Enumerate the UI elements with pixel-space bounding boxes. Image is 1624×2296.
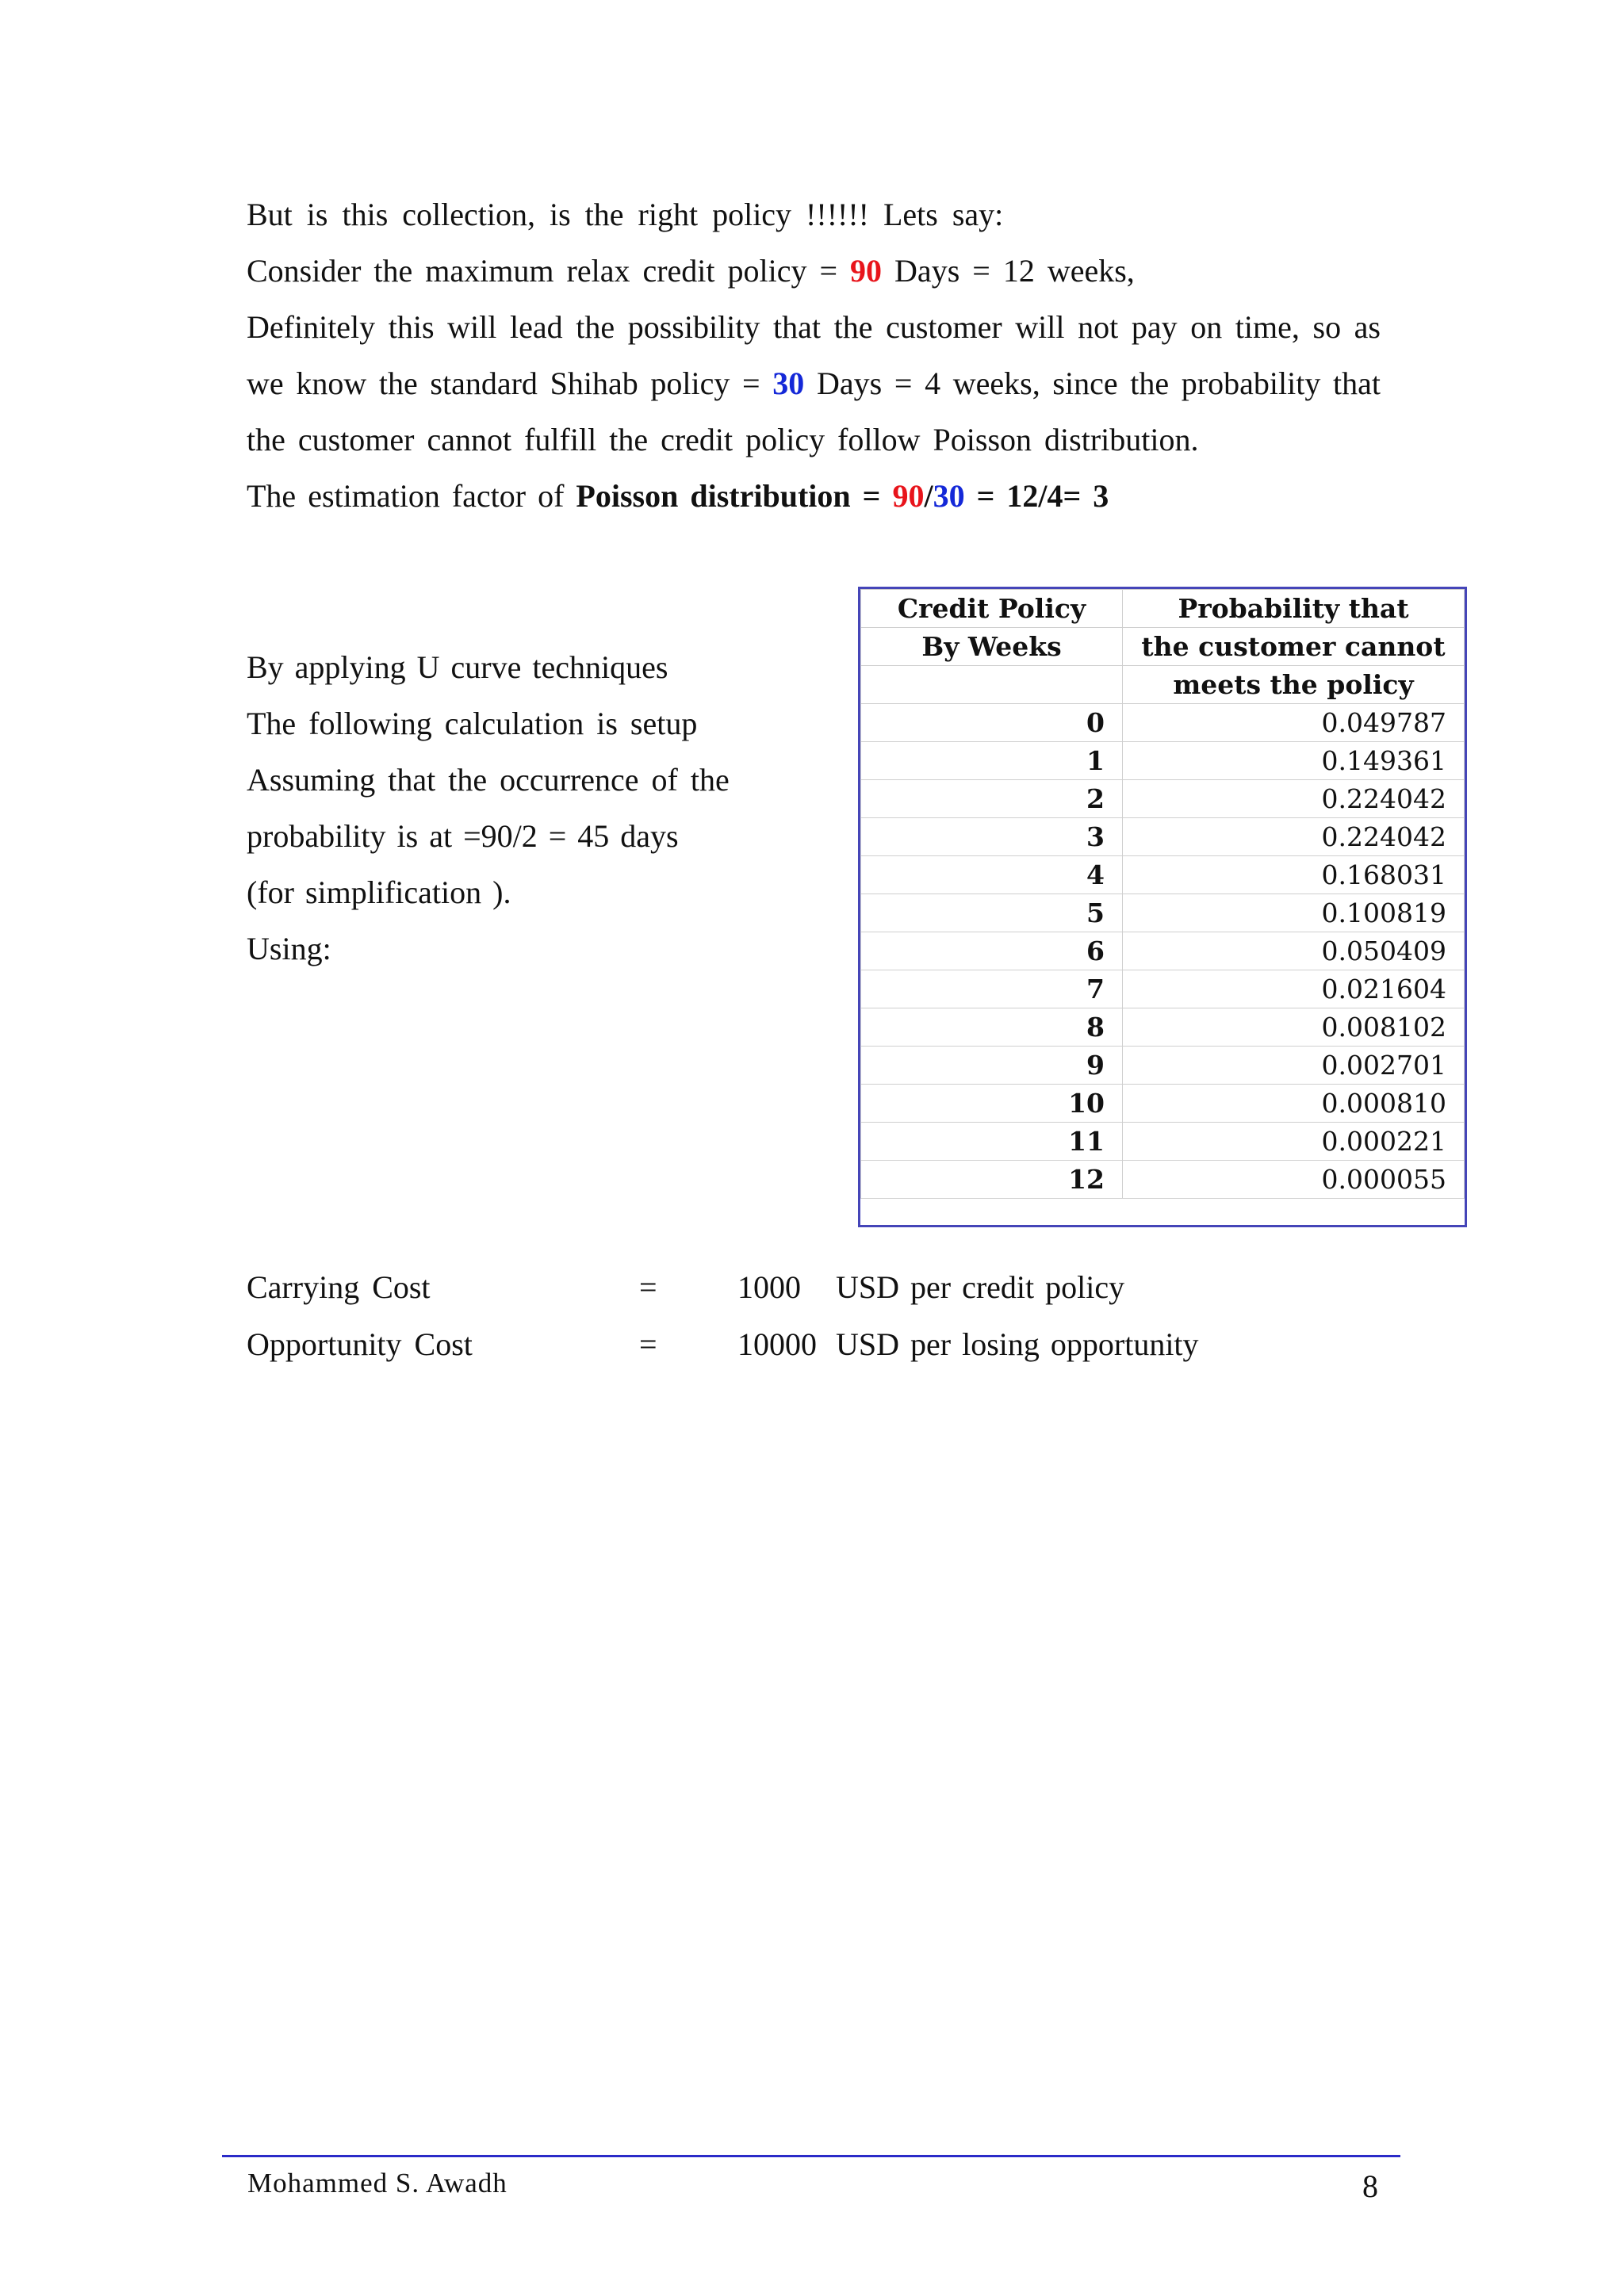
intro-line-3: Definitely this will lead the possibility that the customer will not pay on time, so as [247,309,1381,345]
poisson-probability-table [858,587,1467,1227]
table-row [861,1047,1465,1085]
factor-result: = 12/4= 3 [964,478,1109,514]
left-line-6: Using: [247,931,331,966]
carrying-cost-value: 1000 [737,1269,801,1305]
header-credit-policy: Credit Policy [861,590,1123,628]
intro-line-4-post: Days = 4 weeks, since the probability that [804,365,1381,401]
factor-slash: / [924,478,933,514]
table-row [861,970,1465,1008]
left-line-4: probability is at =90/2 = 45 days [247,818,679,854]
probability-cell: 0.168031 [1123,856,1465,894]
intro-line-1: But is this collection, is the right policy !!!!!! Lets say: [247,197,1004,232]
week-cell: 9 [861,1047,1123,1085]
week-cell: 3 [861,818,1123,856]
header-blank-cell [861,666,1123,704]
left-line-1: By applying U curve techniques [247,649,668,685]
factor-denominator: 30 [933,478,965,514]
relax-policy-days: 90 [850,253,883,289]
footer-author: Mohammed S. Awadh [247,2168,508,2198]
poisson-term: Poisson distribution [576,478,851,514]
week-cell: 10 [861,1085,1123,1123]
table-row [861,932,1465,970]
opportunity-cost-equals: = [639,1326,657,1362]
opportunity-cost-unit: USD per losing opportunity [836,1326,1199,1362]
table-row [861,856,1465,894]
table-row [861,1085,1465,1123]
probability-cell: 0.002701 [1123,1047,1465,1085]
probability-cell: 0.021604 [1123,970,1465,1008]
page-number: 8 [1362,2168,1378,2204]
opportunity-cost-label: Opportunity Cost [247,1326,473,1362]
table-row [861,780,1465,818]
week-cell: 1 [861,742,1123,780]
table-row [861,818,1465,856]
intro-line-5: the customer cannot fulfill the credit policy follow Poisson distribution. [247,422,1199,457]
left-line-2: The following calculation is setup [247,706,698,741]
intro-line-2-post: Days = 12 weeks, [882,253,1135,289]
probability-cell: 0.100819 [1123,894,1465,932]
week-cell: 6 [861,932,1123,970]
probability-cell: 0.050409 [1123,932,1465,970]
left-line-3: Assuming that the occurrence of the [247,762,730,798]
table-row [861,1161,1465,1199]
week-cell: 5 [861,894,1123,932]
table-row [861,894,1465,932]
table-row [861,1123,1465,1161]
intro-line-6 [247,477,1109,515]
probability-cell: 0.000810 [1123,1085,1465,1123]
opportunity-cost-value: 10000 [737,1326,817,1362]
probability-cell: 0.049787 [1123,704,1465,742]
probability-cell: 0.008102 [1123,1008,1465,1047]
probability-table-grid [860,589,1465,1199]
footer-rule [222,2155,1400,2157]
probability-cell: 0.149361 [1123,742,1465,780]
week-cell: 4 [861,856,1123,894]
carrying-cost-unit: USD per credit policy [836,1269,1125,1305]
header-probability-line-1: Probability that [1123,590,1465,628]
intro-line-6-pre: The estimation factor of [247,478,576,514]
week-cell: 7 [861,970,1123,1008]
standard-policy-days: 30 [772,365,805,401]
week-cell: 0 [861,704,1123,742]
header-probability-line-2: the customer cannot [1123,628,1465,666]
probability-cell: 0.000221 [1123,1123,1465,1161]
header-probability-line-3: meets the policy [1123,666,1465,704]
eq-sign: = [850,478,893,514]
factor-numerator: 90 [892,478,925,514]
probability-cell: 0.224042 [1123,780,1465,818]
intro-line-2 [247,252,1135,290]
header-by-weeks: By Weeks [861,628,1123,666]
carrying-cost-label: Carrying Cost [247,1269,431,1305]
probability-cell: 0.224042 [1123,818,1465,856]
table-row [861,1008,1465,1047]
table-row [861,704,1465,742]
week-cell: 2 [861,780,1123,818]
intro-line-4-pre: we know the standard Shihab policy = [247,365,773,401]
carrying-cost-equals: = [639,1269,657,1305]
table-row [861,742,1465,780]
intro-line-2-pre: Consider the maximum relax credit policy = [247,253,851,289]
probability-cell: 0.000055 [1123,1161,1465,1199]
left-line-5: (for simplification ). [247,874,511,910]
week-cell: 11 [861,1123,1123,1161]
week-cell: 8 [861,1008,1123,1047]
intro-line-4 [247,365,1381,403]
week-cell: 12 [861,1161,1123,1199]
